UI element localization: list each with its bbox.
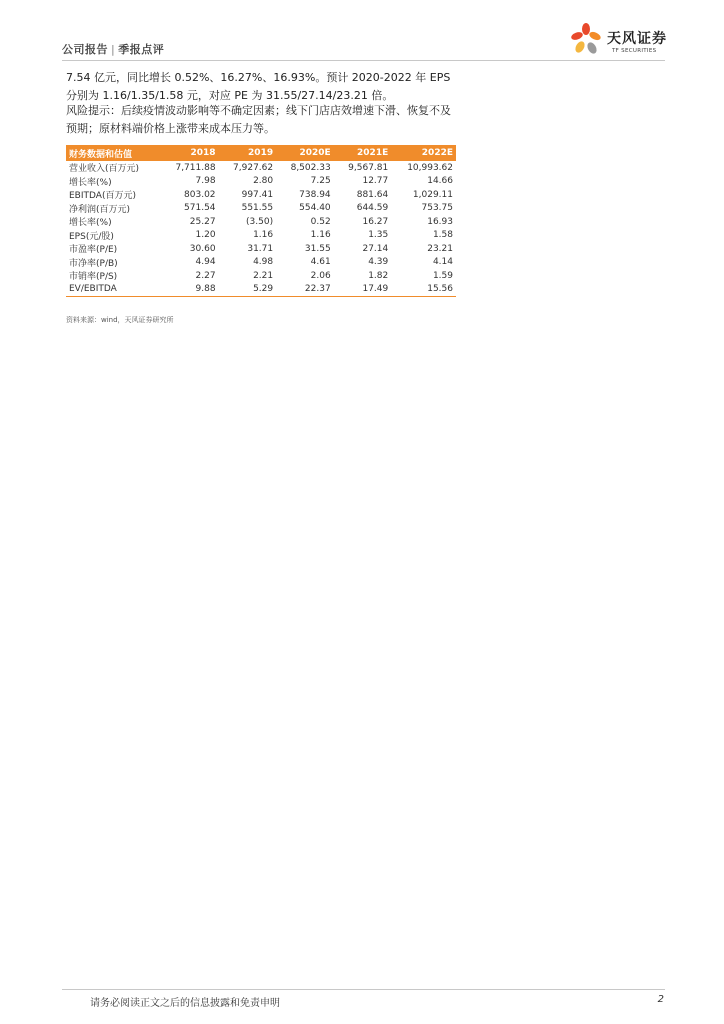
- value-cell: 7.98: [195, 176, 216, 187]
- row-label-cell: 市净率(P/B): [69, 258, 118, 269]
- value-cell: 30.60: [189, 243, 216, 254]
- table-row: [66, 256, 456, 270]
- value-cell: 12.77: [362, 176, 389, 187]
- value-cell: 31.71: [247, 243, 274, 254]
- value-cell: 1.59: [432, 270, 453, 281]
- value-cell: 15.56: [391, 283, 456, 297]
- footer-disclaimer: 请务必阅读正文之后的信息披露和免责申明: [90, 998, 280, 1009]
- table-header-cell: 财务数据和估值: [66, 145, 161, 161]
- row-label-cell: EPS(元/股): [69, 231, 114, 242]
- value-cell: 9.88: [161, 283, 219, 297]
- row-label-cell: 市盈率(P/E): [69, 245, 118, 256]
- value-cell: 2.80: [253, 176, 274, 187]
- row-label-cell: 营业收入(百万元): [69, 164, 140, 175]
- logo-name: 天风证券: [607, 31, 667, 47]
- value-cell: (3.50): [246, 216, 274, 227]
- table-row: [66, 242, 456, 256]
- page-number: 2: [657, 994, 664, 1005]
- value-cell: 10,993.62: [407, 162, 453, 173]
- logo-center: [584, 37, 589, 42]
- table-row: [66, 202, 456, 216]
- value-cell: 8,502.33: [290, 162, 331, 173]
- table-header-cell: 2021E: [334, 145, 392, 161]
- table-row: [66, 161, 456, 175]
- report-category: [62, 41, 164, 57]
- value-cell: 1.16: [310, 230, 331, 241]
- value-cell: 5.29: [219, 283, 277, 297]
- value-cell: 9,567.81: [348, 162, 389, 173]
- value-cell: 16.93: [427, 216, 453, 227]
- table-row: [66, 269, 456, 283]
- value-cell: 17.49: [334, 283, 392, 297]
- value-cell: 7,711.88: [175, 162, 216, 173]
- table-header-cell: 2018: [161, 145, 219, 161]
- financial-table: [66, 145, 456, 297]
- risk-paragraph: 风险提示：后续疫情波动影响等不确定因素；线下门店店效增速下滑、恢复不及预期；原材料端价格上涨带来成本压力等。: [66, 104, 451, 135]
- value-cell: 31.55: [304, 243, 331, 254]
- data-source-note: 资料来源：wind，天风证券研究所: [66, 316, 174, 324]
- report-type-label: 季报点评: [118, 43, 165, 56]
- value-cell: 4.61: [310, 257, 331, 268]
- value-cell: 1.35: [368, 230, 389, 241]
- value-cell: 7,927.62: [233, 162, 274, 173]
- value-cell: 1.82: [368, 270, 389, 281]
- logo-petal: [586, 41, 599, 55]
- report-category-label: 公司报告: [62, 43, 108, 56]
- value-cell: 644.59: [356, 203, 389, 214]
- row-label-cell: EBITDA(百万元): [69, 191, 136, 202]
- logo-flower-icon: [570, 20, 606, 60]
- row-label-cell: 增长率(%): [69, 218, 112, 229]
- row-label-cell: EV/EBITDA: [66, 283, 161, 297]
- value-cell: 25.27: [189, 216, 216, 227]
- logo-subtitle: TF SECURITIES: [612, 48, 657, 54]
- value-cell: 1.58: [432, 230, 453, 241]
- table-header-cell: 2022E: [391, 145, 456, 161]
- table-row: [66, 188, 456, 202]
- value-cell: 2.27: [195, 270, 216, 281]
- value-cell: 0.52: [310, 216, 331, 227]
- row-label-cell: 净利润(百万元): [69, 204, 131, 215]
- table-header-row: [66, 145, 456, 161]
- table-header-cell: 2020E: [276, 145, 334, 161]
- company-logo: [570, 20, 670, 60]
- value-cell: 16.27: [362, 216, 389, 227]
- footer-divider: [62, 989, 665, 990]
- value-cell: 997.41: [241, 189, 274, 200]
- logo-petal: [574, 40, 587, 54]
- value-cell: 551.55: [241, 203, 274, 214]
- logo-petal: [588, 30, 602, 41]
- row-label-cell: 市销率(P/S): [69, 272, 118, 283]
- value-cell: 738.94: [299, 189, 331, 200]
- value-cell: 27.14: [362, 243, 389, 254]
- table-row: [66, 175, 456, 189]
- value-cell: 881.64: [356, 189, 389, 200]
- value-cell: 4.98: [253, 257, 274, 268]
- value-cell: 14.66: [427, 176, 453, 187]
- table-header-cell: 2019: [219, 145, 277, 161]
- value-cell: 753.75: [421, 203, 453, 214]
- value-cell: 571.54: [184, 203, 216, 214]
- value-cell: 803.02: [184, 189, 216, 200]
- header-separator: |: [111, 43, 116, 56]
- value-cell: 2.21: [253, 270, 274, 281]
- value-cell: 23.21: [427, 243, 453, 254]
- value-cell: 22.37: [276, 283, 334, 297]
- header-divider: [62, 60, 665, 61]
- row-label-cell: 增长率(%): [69, 177, 112, 188]
- value-cell: 7.25: [310, 176, 331, 187]
- forecast-paragraph: 7.54 亿元，同比增长 0.52%、16.27%、16.93%。预计 2020-2022 年 EPS 分别为 1.16/1.35/1.58 元，对应 PE 为 31.55/27.14/23.21 倍。: [66, 71, 451, 102]
- value-cell: 1.16: [253, 230, 274, 241]
- value-cell: 1.20: [195, 230, 216, 241]
- value-cell: 4.14: [432, 257, 453, 268]
- value-cell: 4.94: [195, 257, 216, 268]
- value-cell: 554.40: [299, 203, 331, 214]
- value-cell: 4.39: [368, 257, 389, 268]
- value-cell: 1,029.11: [412, 189, 453, 200]
- logo-petal: [582, 23, 590, 35]
- table-row: [66, 229, 456, 243]
- logo-petal: [570, 31, 584, 42]
- value-cell: 2.06: [310, 270, 331, 281]
- table-row: [66, 215, 456, 229]
- table-row: [66, 283, 456, 297]
